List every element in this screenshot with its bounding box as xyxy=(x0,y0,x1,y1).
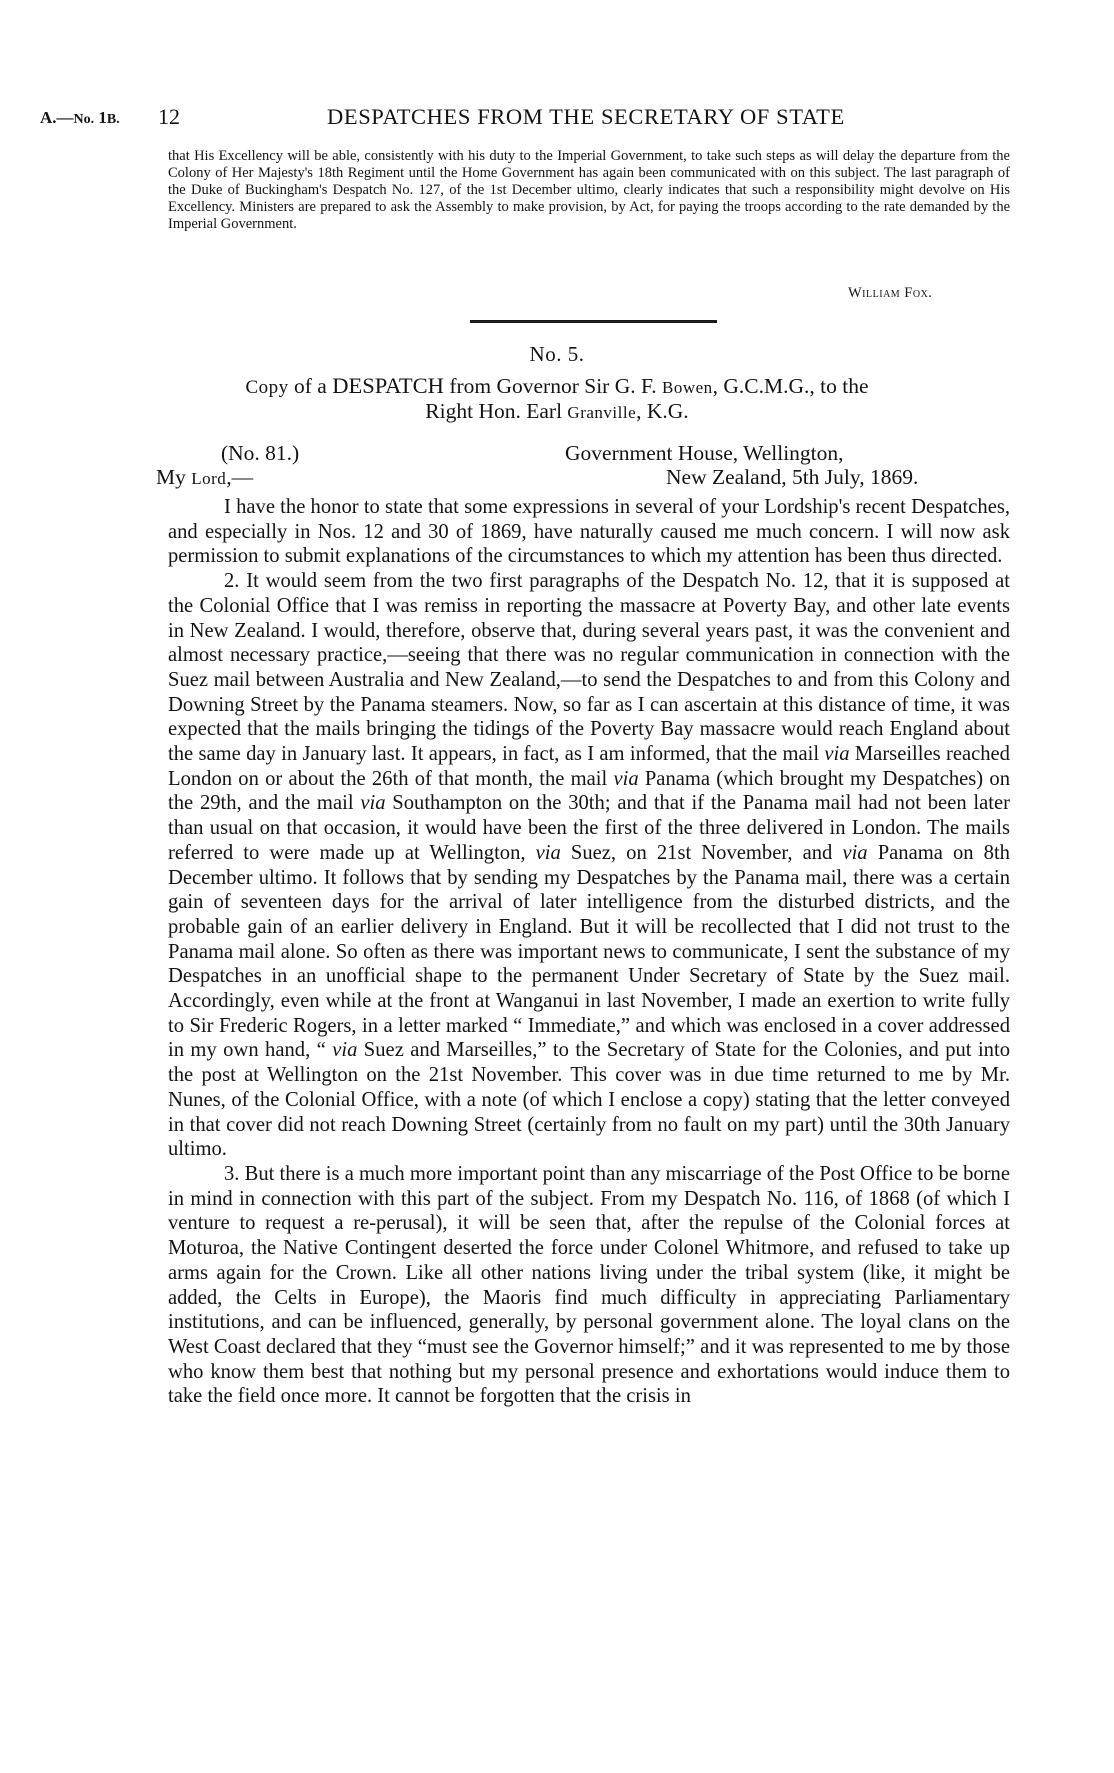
running-title: DESPATCHES FROM THE SECRETARY OF STATE xyxy=(327,104,845,129)
despatch-number-heading: No. 5. xyxy=(529,342,585,366)
despatch-location: Government House, Wellington, xyxy=(565,441,844,465)
section-divider xyxy=(470,320,717,323)
despatch-title-line-2: Right Hon. Earl Granville, K.G. xyxy=(425,399,689,423)
despatch-serial-number: (No. 81.) xyxy=(221,441,300,465)
paragraph-3: 3. But there is a much more important point than any miscarriage of the Post Office to be borne in mind in connection with this part of the subject. From my Despatch No. 116, of 1868 (of which I venture to request a re-perusal), it will be seen that, after the repulse of the Colonial forces at Moturoa, the Native Contingent deserted the force under Colonel Whitmore, and refused to take up arms again for the Crown. Like all other nations living under the tribal system (like, it might be added, the Celts in Europe), the Maoris find much difficulty in appreciating Parliamentary institutions, and can be influenced, generally, by personal government alone. The loyal clans on the West Coast declared that they “must see the Governor himself;” and it was represented to me by those who know them best that nothing but my personal presence and exhortations would induce them to take the field once more. It cannot be forgotten that the crisis in xyxy=(168,1162,1010,1408)
page-number: 12 xyxy=(158,104,180,129)
memo-text: that His Excellency will be able, consistently with his duty to the Imperial Government, to take such steps as will delay the departure from the Colony of Her Majesty's 18th Regiment until the Home Government has again been communicated with on this subject. The last paragraph of the Duke of Buckingham's Despatch No. 127, of the 1st December ultimo, clearly indicates that such a responsibility might devolve on His Excellency. Ministers are prepared to ask the Assembly to make provision, by Act, for paying the troops according to the rate demanded by the Imperial Government. xyxy=(168,148,1010,232)
ministers-memo-ending xyxy=(168,148,1010,233)
running-header xyxy=(40,104,1040,132)
memo-signature: William Fox. xyxy=(848,285,933,301)
despatch-title-line-1: Copy of a DESPATCH from Governor Sir G. F. Bowen, G.C.M.G., to the xyxy=(245,373,869,398)
despatch-date: New Zealand, 5th July, 1869. xyxy=(666,465,919,489)
salutation: My Lord,— xyxy=(156,465,254,489)
despatch-body xyxy=(168,495,1010,1409)
paragraph-1: I have the honor to state that some expressions in several of your Lordship's recent Despatches, and especially in Nos. 12 and 30 of 1869, have naturally caused me much concern. I will now ask permission to submit explanations of the circumstances to which my attention has been thus directed. xyxy=(168,496,1010,568)
paragraph-2: 2. It would seem from the two first paragraphs of the Despatch No. 12, that it is supposed at the Colonial Office that I was remiss in reporting the massacre at Poverty Bay, and other late events in New Zealand. I would, therefore, observe that, during several years past, it was the convenient and almost necessary practice,—seeing that there was no regular communication in connection with the Suez mail between Australia and New Zealand,—to send the Despatches to and from this Colony and Downing Street by the Panama steamers. Now, so far as I can ascertain at this distance of time, it was expected that the mails bringing the tidings of the Poverty Bay massacre would reach England about the same day in January last. It appears, in fact, as I am informed, that the mail via Marseilles reached London on or about the 26th of that month, the mail via Panama (which brought my Despatches) on the 29th, and the mail via Southampton on the 30th; and that if the Panama mail had not been later than usual on that occasion, it would have been the first of the three delivered in London. The mails referred to were made up at Wellington, via Suez, on 21st November, and via Panama on 8th December ultimo. It follows that by sending my Despatches by the Panama mail, there was a certain gain of seventeen days for the arrival of later intelligence from the disturbed districts, and the probable gain of an earlier delivery in England. But it will be recollected that I did not trust to the Panama mail alone. So often as there was important news to communicate, I sent the substance of my Despatches in an unofficial shape to the permanent Under Secretary of State by the Suez mail. Accordingly, even while at the front at Wanganui in last November, I made an exertion to write fully to Sir Frederic Rogers, in a letter marked “ Immediate,” and which was enclosed in a cover addressed in my own hand, “ via Suez and Marseilles,” to the Secretary of State for the Colonies, and put into the post at Wellington on the 21st November. This cover was in due time returned to me by Mr. Nunes, of the Colonial Office, with a note (of which I enclose a copy) stating that the letter conveyed in that cover did not reach Downing Street (certainly from no fault on my part) until the 30th January ultimo. xyxy=(168,570,1010,1161)
paper-reference: A.—No. 1B. xyxy=(40,108,120,127)
